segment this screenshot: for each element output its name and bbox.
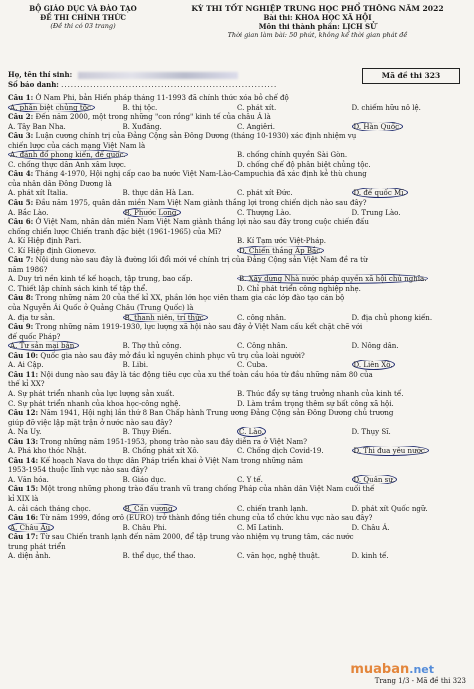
- question-text: Đến năm 2000, một trong những "con rồng" kinh tế của châu Á là: [35, 112, 271, 122]
- answer-option-c[interactable]: [237, 504, 352, 514]
- question-text: Từ năm 1999, đồng ơrô (EURO) trở thành đồng tiền chung của tổ chức khu vực nào sau đây?: [40, 513, 373, 523]
- answer-option-text: A. diện ảnh.: [8, 551, 51, 561]
- answer-option-c[interactable]: [237, 551, 352, 561]
- answer-option-d[interactable]: [237, 399, 466, 409]
- question-block: [8, 437, 466, 456]
- answer-option-c[interactable]: [237, 446, 352, 456]
- answer-option-text: A. Văn hóa.: [8, 474, 49, 484]
- question-text-continued: kỉ XIX là: [8, 493, 39, 503]
- pages-note: (Đề thi có 03 trang): [50, 22, 116, 30]
- answer-option-text: A. địa tư sản.: [8, 312, 55, 322]
- question-number: Câu 8:: [8, 293, 34, 303]
- answer-option-text: C. Angiêri.: [237, 121, 276, 131]
- answer-option-b[interactable]: [123, 360, 238, 370]
- redacted-name: [78, 72, 238, 79]
- answer-option-text: A. Tư sản mại bản.: [10, 341, 77, 351]
- answer-option-text: B. thực dân Hà Lan.: [122, 188, 194, 198]
- answer-option-text: A. Sự phát triển nhanh của lực lượng sản xuất.: [8, 388, 175, 398]
- question-stem: [8, 93, 466, 103]
- answer-option-text: A. Châu Âu.: [10, 522, 53, 532]
- answer-option-c[interactable]: [237, 523, 352, 533]
- answer-option-a[interactable]: [8, 504, 123, 514]
- answer-options: [8, 208, 466, 218]
- question-stem: [8, 351, 466, 361]
- answer-option-text: B. Xây dựng Nhà nước pháp quyền xã hội chủ nghĩa.: [239, 274, 427, 284]
- question-text: Đầu năm 1975, quân dân miền Nam Việt Nam giành thắng lợi trong chiến dịch nào sau đây?: [35, 198, 367, 208]
- answer-options: [8, 313, 466, 323]
- question-block: [8, 93, 466, 112]
- answer-option-d[interactable]: [352, 341, 467, 351]
- answer-option-c[interactable]: [237, 341, 352, 351]
- question-stem: [8, 437, 466, 447]
- answer-option-text: A. Ai Cập.: [8, 360, 44, 370]
- official-label: ĐỀ THI CHÍNH THỨC: [40, 13, 126, 22]
- answer-option-text: D. Làm trầm trọng thêm sự bất công xã hội.: [237, 398, 394, 408]
- question-stem: [8, 217, 466, 227]
- answer-option-b[interactable]: [123, 551, 238, 561]
- question-block: [8, 169, 466, 198]
- answer-option-b[interactable]: [237, 236, 466, 246]
- answer-option-text: B. thị tộc.: [122, 102, 158, 112]
- question-stem: [8, 293, 466, 303]
- question-text: Nội dung nào sau đây là đường lối đổi mới về chính trị của Đảng Cộng sản Việt Nam đề ra từ: [35, 255, 368, 265]
- question-text: Tháng 4-1970, Hội nghị cấp cao ba nước Việt Nam-Lào-Campuchia đã xác định kẻ thù chung: [35, 169, 367, 179]
- answer-options: [8, 504, 466, 514]
- brand-watermark: [350, 662, 434, 677]
- answer-option-text: C. phát xít.: [237, 102, 277, 112]
- answer-option-text: C. Sự phát triển nhanh của khoa học-công nghệ.: [8, 398, 181, 408]
- question-block: [8, 513, 466, 532]
- answer-option-text: D. chiếm hữu nô lệ.: [351, 102, 421, 112]
- question-block: [8, 293, 466, 322]
- exam-title: KỲ THI TỐT NGHIỆP TRUNG HỌC PHỔ THÔNG NĂM 2022: [191, 4, 444, 13]
- question-text: Ở Việt Nam, nhân dân miền Nam Việt Nam giành thắng lợi nào sau đây trong cuộc chiến đấu: [35, 217, 369, 227]
- question-text: Trong những năm 1919-1930, lực lượng xã hội nào sau đây ở Việt Nam cấu kết chặt chẽ với: [35, 322, 363, 332]
- answer-option-text: D. phát xít Quốc ngữ.: [351, 503, 428, 513]
- question-text: Trong những năm 20 của thế kỉ XX, phần lớn học viên tham gia các lớp đào tạo cán bộ: [35, 293, 345, 303]
- answer-option-text: B. Xuđăng.: [122, 121, 162, 131]
- answer-option-text: A. phân biệt chủng tộc.: [10, 102, 94, 112]
- answer-option-b[interactable]: [123, 427, 238, 437]
- question-block: [8, 112, 466, 131]
- answer-option-text: C. chống thực dân Anh xâm lược.: [8, 159, 127, 169]
- answer-option-c[interactable]: [237, 313, 352, 323]
- question-block: [8, 351, 466, 370]
- answer-option-c[interactable]: [237, 360, 352, 370]
- question-block: [8, 217, 466, 255]
- question-text: Nội dung nào sau đây là tác động tiêu cực của xu thế toàn cầu hóa từ đầu những năm 80 của: [40, 369, 373, 379]
- question-number: Câu 5:: [8, 198, 34, 208]
- answer-options: [8, 274, 466, 293]
- question-block: [8, 255, 466, 293]
- answer-options: [8, 236, 466, 255]
- question-block: [8, 198, 466, 217]
- answer-option-a[interactable]: [8, 446, 123, 456]
- answer-options: [8, 389, 466, 408]
- answer-option-b[interactable]: [123, 446, 238, 456]
- question-number: Câu 14:: [8, 455, 39, 465]
- question-text-continued: của nhân dân Đông Dương là: [8, 178, 112, 188]
- answer-options: [8, 188, 466, 198]
- candidate-number-dots: ...................................................................: [61, 81, 278, 89]
- answer-option-b-circled[interactable]: [123, 313, 238, 323]
- answer-option-text: B. Cần vương.: [124, 503, 175, 513]
- exam-code-box: Mã đề thi 323: [362, 68, 460, 84]
- answer-option-text: D. chống chế độ phân biệt chủng tộc.: [237, 159, 371, 169]
- answer-option-d[interactable]: [237, 284, 466, 294]
- answer-option-text: C. công nhân.: [237, 312, 287, 322]
- question-text: Trong những năm 1951-1953, phong trào nào sau đây diễn ra ở Việt Nam?: [40, 436, 307, 446]
- answer-option-b-circled[interactable]: [237, 274, 466, 284]
- answer-option-text: B. Phước Long.: [124, 207, 179, 217]
- question-number: Câu 13:: [8, 436, 39, 446]
- answer-options: [8, 150, 466, 169]
- answer-option-c[interactable]: [8, 399, 237, 409]
- question-block: [8, 322, 466, 351]
- page-footer: Trang 1/3 - Mã đề thi 323: [374, 677, 466, 685]
- question-stem: [8, 408, 466, 418]
- question-stem: [8, 131, 466, 141]
- answer-option-a-circled[interactable]: [8, 103, 123, 113]
- answer-option-text: D. kinh tế.: [351, 551, 389, 561]
- answer-option-d-circled[interactable]: [237, 246, 466, 256]
- answer-option-d[interactable]: [352, 504, 467, 514]
- answer-option-d[interactable]: [352, 427, 467, 437]
- answer-option-text: B. Thợ thủ công.: [122, 341, 182, 351]
- answer-option-text: D. Thi đua yêu nước.: [353, 446, 428, 456]
- answer-option-d-circled[interactable]: [352, 122, 467, 132]
- candidate-number-row: [8, 80, 277, 90]
- answer-option-text: A. Tây Ban Nha.: [8, 121, 66, 131]
- answer-option-b[interactable]: [123, 341, 238, 351]
- answer-option-a-circled[interactable]: [8, 341, 123, 351]
- answer-option-text: B. Libi.: [122, 360, 149, 370]
- answer-option-text: D. Quân sự.: [353, 474, 396, 484]
- ministry-name: BỘ GIÁO DỤC VÀ ĐÀO TẠO: [29, 4, 137, 13]
- answer-option-a[interactable]: [8, 389, 237, 399]
- question-block: [8, 484, 466, 513]
- answer-option-d[interactable]: [237, 160, 466, 170]
- time-note: Thời gian làm bài: 50 phút, không kể thời gian phát đề: [227, 31, 408, 39]
- answer-option-c[interactable]: [237, 122, 352, 132]
- question-stem: [8, 370, 466, 380]
- question-stem: [8, 255, 466, 265]
- answer-option-c[interactable]: [8, 246, 237, 256]
- answer-option-text: C. văn học, nghệ thuật.: [237, 551, 320, 561]
- answer-option-text: B. chống chính quyền Sài Gòn.: [237, 150, 348, 160]
- question-text-continued: đế quốc Pháp?: [8, 331, 61, 341]
- question-text-continued: chống chiến lược Chiến tranh đặc biệt (1961-1965) của Mĩ?: [8, 226, 222, 236]
- answer-option-d-circled[interactable]: [352, 475, 467, 485]
- answer-option-text: D. Chỉ phát triển công nghiệp nhẹ.: [237, 283, 361, 293]
- answer-option-b[interactable]: [123, 475, 238, 485]
- answer-option-text: C. Thiết lập chính sách kinh tế tập thể.: [8, 283, 148, 293]
- answer-option-text: C. Cuba.: [237, 360, 268, 370]
- answer-option-c[interactable]: [237, 475, 352, 485]
- question-number: Câu 6:: [8, 217, 34, 227]
- answer-option-text: C. Kí Hiệp định Giơnevơ.: [8, 245, 97, 255]
- question-text: Ở Nam Phi, bản Hiến pháp tháng 11-1993 đã chính thức xóa bỏ chế độ: [35, 93, 289, 102]
- answer-option-text: A. Kí Hiệp định Pari.: [8, 236, 82, 246]
- question-number: Câu 9:: [8, 322, 34, 332]
- answer-option-text: A. Na Uy.: [8, 427, 42, 437]
- answer-option-text: D. Châu Á.: [351, 522, 390, 532]
- answer-option-text: D. Liên Xô.: [353, 360, 393, 370]
- answer-option-b-circled[interactable]: [123, 504, 238, 514]
- candidate-name-label: Họ, tên thí sinh:: [8, 70, 73, 79]
- question-text: Kế hoạch Nava do thực dân Pháp triển khai ở Việt Nam trong những năm: [40, 455, 303, 465]
- answer-option-text: C. Mĩ Latinh.: [237, 522, 284, 532]
- answer-option-text: B. Chống phát xít Xô.: [122, 446, 199, 456]
- answer-option-c-circled[interactable]: [237, 427, 352, 437]
- question-text-continued: 1953-1954 thuộc lĩnh vực nào sau đây?: [8, 465, 148, 475]
- exam-header: [165, 4, 470, 40]
- answer-option-text: D. Chiến thắng Ấp Bắc.: [239, 245, 323, 255]
- question-block: [8, 131, 466, 169]
- answer-option-text: B. Giáo dục.: [122, 474, 166, 484]
- answer-option-c[interactable]: [237, 103, 352, 113]
- answer-option-text: B. thanh niên, trí thức.: [124, 312, 206, 322]
- answer-option-a[interactable]: [8, 551, 123, 561]
- answer-option-text: C. Công nhân.: [237, 341, 288, 351]
- answer-option-text: A. Bắc Lào.: [8, 207, 49, 217]
- question-text-continued: của Nguyễn Ái Quốc ở Quảng Châu (Trung Quốc) là: [8, 303, 194, 313]
- answer-options: [8, 360, 466, 370]
- question-text-continued: trung phát triển: [8, 541, 66, 551]
- answer-option-d-circled[interactable]: [352, 446, 467, 456]
- question-number: Câu 10:: [8, 350, 39, 360]
- answer-option-text: C. Y tế.: [237, 474, 263, 484]
- answer-options: [8, 551, 466, 561]
- question-block: [8, 532, 466, 561]
- answer-option-d[interactable]: [352, 551, 467, 561]
- answer-option-text: A. Duy trì nền kinh tế kế hoạch, tập trung, bao cấp.: [8, 274, 193, 284]
- answer-options: [8, 523, 466, 533]
- question-number: Câu 1:: [8, 93, 34, 102]
- answer-option-a-circled[interactable]: [8, 150, 237, 160]
- question-text-continued: năm 1986?: [8, 264, 48, 274]
- question-stem: [8, 456, 466, 466]
- answer-option-b[interactable]: [237, 150, 466, 160]
- answer-option-text: B. thể dục, thể thao.: [122, 551, 196, 561]
- answer-option-text: C. chiến tranh lạnh.: [237, 503, 308, 513]
- question-text: Quốc gia nào sau đây mở đầu kỉ nguyên chinh phục vũ trụ của loài người?: [40, 350, 305, 360]
- question-stem: [8, 322, 466, 332]
- answer-option-a[interactable]: [8, 274, 237, 284]
- answer-option-d[interactable]: [352, 103, 467, 113]
- answer-option-c[interactable]: [237, 188, 352, 198]
- question-stem: [8, 169, 466, 179]
- question-stem: [8, 198, 466, 208]
- answer-option-d[interactable]: [352, 208, 467, 218]
- ministry-header: [8, 4, 158, 31]
- answer-option-text: D. Hàn Quốc.: [353, 121, 402, 131]
- answer-option-b[interactable]: [123, 122, 238, 132]
- question-block: [8, 456, 466, 485]
- question-text: Từ sau Chiến tranh lạnh đến năm 2000, để tập trung vào nhiệm vụ trung tâm, các nước: [40, 532, 354, 542]
- paper-name: Bài thi: KHOA HỌC XÃ HỘI: [263, 13, 372, 22]
- answer-option-text: C. Chống dịch Covid-19.: [237, 446, 324, 456]
- answer-option-c[interactable]: [8, 160, 237, 170]
- answer-option-text: B. Thụy Điển.: [122, 427, 172, 437]
- question-number: Câu 4:: [8, 169, 34, 179]
- answer-option-text: D. Nông dân.: [351, 341, 399, 351]
- answer-option-a[interactable]: [8, 427, 123, 437]
- answer-option-b[interactable]: [123, 103, 238, 113]
- question-number: Câu 15:: [8, 484, 39, 494]
- question-block: [8, 370, 466, 408]
- candidate-number-label: Số báo danh:: [8, 80, 59, 89]
- question-text: Một trong những phong trào đấu tranh vũ trang chống Pháp của nhân dân Việt Nam cuối thế: [40, 484, 375, 494]
- answer-option-text: A. phát xít Italia.: [8, 188, 68, 198]
- answer-option-text: A. Phá kho thóc Nhật.: [8, 446, 87, 456]
- answer-option-a[interactable]: [8, 313, 123, 323]
- question-number: Câu 12:: [8, 408, 39, 418]
- answer-options: [8, 122, 466, 132]
- answer-options: [8, 341, 466, 351]
- answer-option-d[interactable]: [352, 523, 467, 533]
- answer-option-b[interactable]: [237, 389, 466, 399]
- answer-option-text: A. cải cách tháng chọc.: [8, 503, 91, 513]
- answer-option-text: A. đánh đổ phong kiến, đế quốc.: [10, 150, 126, 160]
- question-number: Câu 2:: [8, 112, 34, 122]
- answer-option-text: D. địa chủ phong kiến.: [351, 312, 433, 322]
- answer-option-c[interactable]: [8, 284, 237, 294]
- answer-option-text: C. phát xít Đức.: [237, 188, 293, 198]
- answer-options: [8, 446, 466, 456]
- question-text-continued: thế kỉ XX?: [8, 379, 45, 389]
- answer-options: [8, 475, 466, 485]
- answer-option-text: D. Thụy Sĩ.: [351, 427, 391, 437]
- question-number: Câu 11:: [8, 369, 39, 379]
- answer-option-text: C. Thượng Lào.: [237, 207, 292, 217]
- answer-option-d[interactable]: [352, 313, 467, 323]
- question-number: Câu 3:: [8, 131, 34, 141]
- answer-option-a[interactable]: [8, 188, 123, 198]
- answer-option-text: B. Kí Tạm ước Việt-Pháp.: [237, 236, 327, 246]
- question-list: [8, 93, 466, 561]
- question-block: [8, 408, 466, 437]
- answer-option-a[interactable]: [8, 360, 123, 370]
- answer-option-c[interactable]: [237, 208, 352, 218]
- answer-option-d-circled[interactable]: [352, 360, 467, 370]
- answer-option-text: B. Thúc đẩy sự tăng trưởng nhanh của kinh tế.: [237, 388, 404, 398]
- answer-option-text: D. đế quốc Mĩ.: [353, 188, 406, 198]
- answer-option-a[interactable]: [8, 475, 123, 485]
- answer-option-a[interactable]: [8, 236, 237, 246]
- subject-name: Môn thi thành phần: LỊCH SỬ: [258, 22, 377, 31]
- question-stem: [8, 112, 466, 122]
- question-number: Câu 16:: [8, 513, 39, 523]
- candidate-name-row: [8, 70, 277, 80]
- question-number: Câu 17:: [8, 532, 39, 542]
- answer-option-text: B. Châu Phi.: [122, 522, 167, 532]
- question-text: Luận cương chính trị của Đảng Cộng sản Đông Dương (tháng 10-1930) xác định nhiệm vụ: [35, 131, 357, 141]
- answer-option-b[interactable]: [123, 523, 238, 533]
- question-stem: [8, 484, 466, 494]
- question-text-continued: giúp đỡ việc lập mặt trận ở nước nào sau đây?: [8, 417, 173, 427]
- answer-option-a[interactable]: [8, 122, 123, 132]
- answer-option-b-circled[interactable]: [123, 208, 238, 218]
- brand-suffix: .net: [409, 663, 434, 676]
- answer-option-a[interactable]: [8, 208, 123, 218]
- question-stem: [8, 532, 466, 542]
- answer-options: [8, 427, 466, 437]
- answer-option-text: D. Trung Lào.: [351, 207, 401, 217]
- question-number: Câu 7:: [8, 255, 34, 265]
- question-text-continued: chiến lược của cách mạng Việt Nam là: [8, 140, 146, 150]
- answer-option-b[interactable]: [123, 188, 238, 198]
- candidate-info: [8, 70, 277, 90]
- brand-name: muaban: [350, 662, 410, 677]
- answer-option-d-circled[interactable]: [352, 188, 467, 198]
- question-stem: [8, 513, 466, 523]
- answer-options: [8, 103, 466, 113]
- answer-option-a-circled[interactable]: [8, 523, 123, 533]
- question-text: Năm 1941, Hội nghị lần thứ 8 Ban Chấp hành Trung ương Đảng Cộng sản Đông Dương chủ trương: [40, 408, 394, 418]
- answer-option-text: C. Lào.: [239, 427, 264, 437]
